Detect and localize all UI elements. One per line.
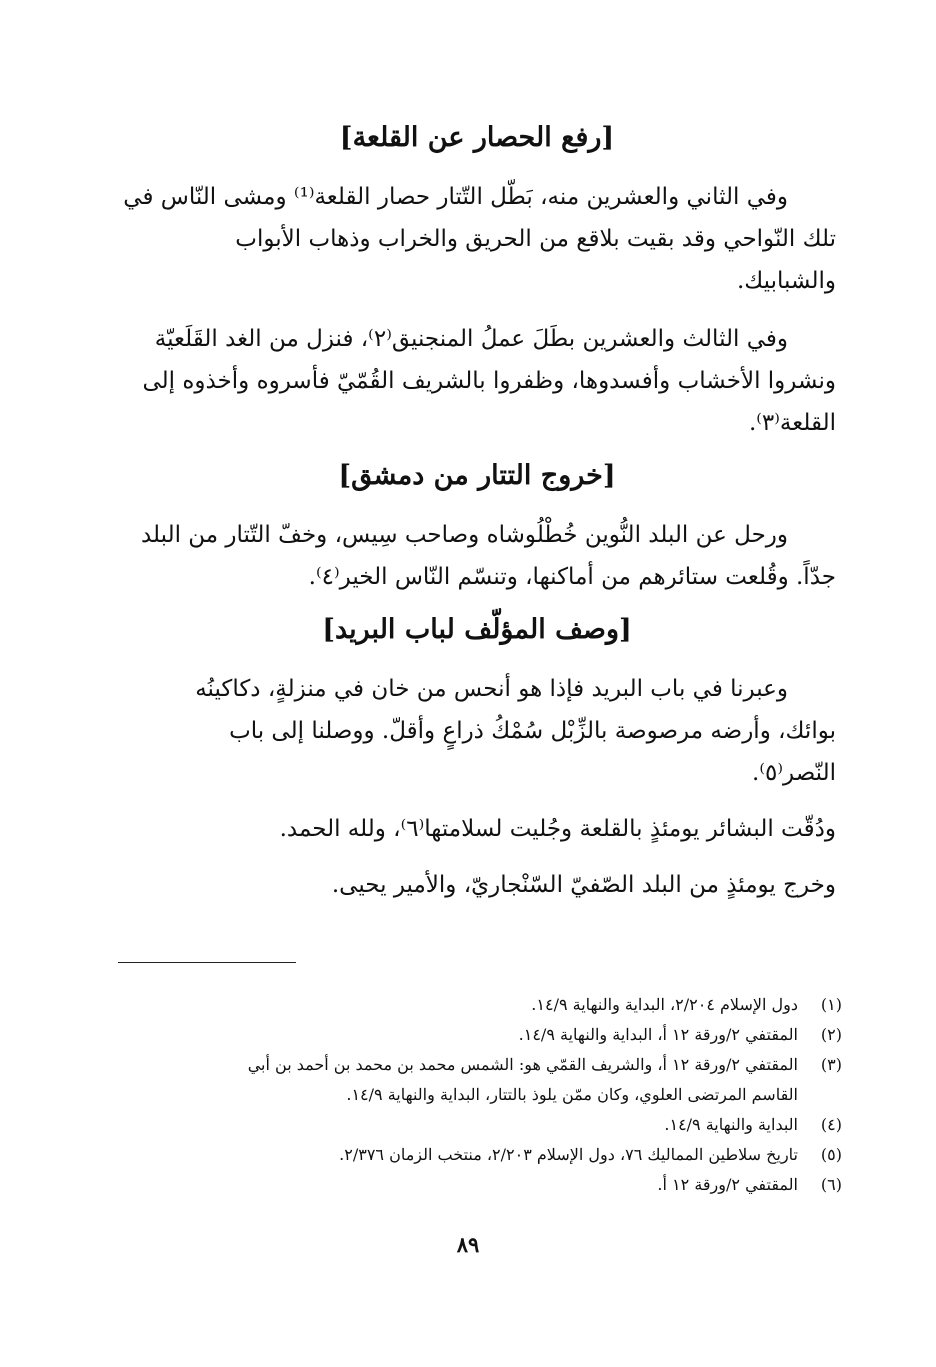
footnote <box>110 1170 842 1200</box>
paragraph-departure <box>118 514 836 598</box>
text-line: بوائك، وأرضه مرصوصة بالزِّبْل سُمْكُ ذراعٍ وأقلّ. ووصلنا إلى باب <box>229 718 836 744</box>
text-line: تلك النّواحي وقد بقيت بلاقع من الحريق والخراب وذهاب الأبواب <box>235 226 836 252</box>
paragraph-gate <box>118 668 836 794</box>
footnote-separator <box>118 962 296 963</box>
text-line: القلعة⁽٣⁾. <box>748 410 836 436</box>
text-line: وفي الثاني والعشرين منه، بَطّل التّتار حصار القلعة⁽¹⁾ ومشى النّاس في <box>123 184 788 210</box>
footnote-number: (٤) <box>820 1115 842 1134</box>
footnote-text: المقتفي ٢/ورقة ١٢ أ، البداية والنهاية ١٤/٩. <box>518 1025 798 1044</box>
footnote-number: (١) <box>820 995 842 1014</box>
section-heading-departure: [خروج التتار من دمشق] <box>338 460 616 491</box>
footnote <box>110 1050 842 1110</box>
paragraph-celebration: ودُقّت البشائر يومئذٍ بالقلعة وجُليت لسلامتها⁽٦⁾، ولله الحمد. <box>279 816 836 842</box>
text-line: النّصر⁽٥⁾. <box>752 760 836 786</box>
footnote <box>110 1020 842 1050</box>
footnote-text: القاسم المرتضى العلوي، وكان ممّن يلوذ بالتتار، البداية والنهاية ١٤/٩. <box>346 1085 798 1104</box>
footnote-text: المقتفي ٢/ورقة ١٢ أ. <box>657 1175 798 1194</box>
footnote <box>110 990 842 1020</box>
text-line: والشبابيك. <box>736 268 836 294</box>
footnote-number: (٢) <box>820 1025 842 1044</box>
text-line: ورحل عن البلد النُّوين خُطْلُوشاه وصاحب سِيس، وخفّ التّتار من البلد <box>140 522 788 548</box>
footnotes <box>110 990 842 1200</box>
paragraph-exit: وخرج يومئذٍ من البلد الصّفيّ السّنْجاريّ، والأمير يحيى. <box>331 872 836 898</box>
footnote-text: تاريخ سلاطين المماليك ٧٦، دول الإسلام ٢/٢٠٣، منتخب الزمان ٢/٣٧٦. <box>339 1145 798 1164</box>
footnote-number: (٥) <box>820 1145 842 1164</box>
footnote <box>110 1140 842 1170</box>
text-line: وفي الثالث والعشرين بطَلَ عملُ المنجنيق⁽٢⁾، فنزل من الغد القَلَعيّة <box>154 326 788 352</box>
footnote-text: المقتفي ٢/ورقة ١٢ أ، والشريف القمّي هو: الشمس محمد بن محمد بن أحمد بن أبي <box>247 1055 798 1074</box>
text-line: جدّاً. وقُلعت ستائرهم من أماكنها، وتنسّم النّاس الخير⁽٤⁾. <box>308 564 836 590</box>
footnote-text: دول الإسلام ٢/٢٠٤، البداية والنهاية ١٤/٩. <box>531 995 798 1014</box>
footnote-number: (٣) <box>820 1055 842 1074</box>
section-heading-siege: [رفع الحصار عن القلعة] <box>339 122 615 153</box>
page-number: ٨٩ <box>456 1232 480 1257</box>
text-line: ونشروا الأخشاب وأفسدوها، وظفروا بالشريف القُمّيّ فأسروه وأخذوه إلى <box>142 368 836 394</box>
section-heading-gate: [وصف المؤلّف لباب البريد] <box>322 614 632 645</box>
paragraph-siege-1 <box>118 176 836 302</box>
footnote-number: (٦) <box>820 1175 842 1194</box>
paragraph-siege-2 <box>118 318 836 444</box>
text-line: وعبرنا في باب البريد فإذا هو أنحس من خان في منزلةٍ، دكاكينُه <box>195 676 788 702</box>
footnote-text: البداية والنهاية ١٤/٩. <box>664 1115 798 1134</box>
footnote <box>110 1110 842 1140</box>
